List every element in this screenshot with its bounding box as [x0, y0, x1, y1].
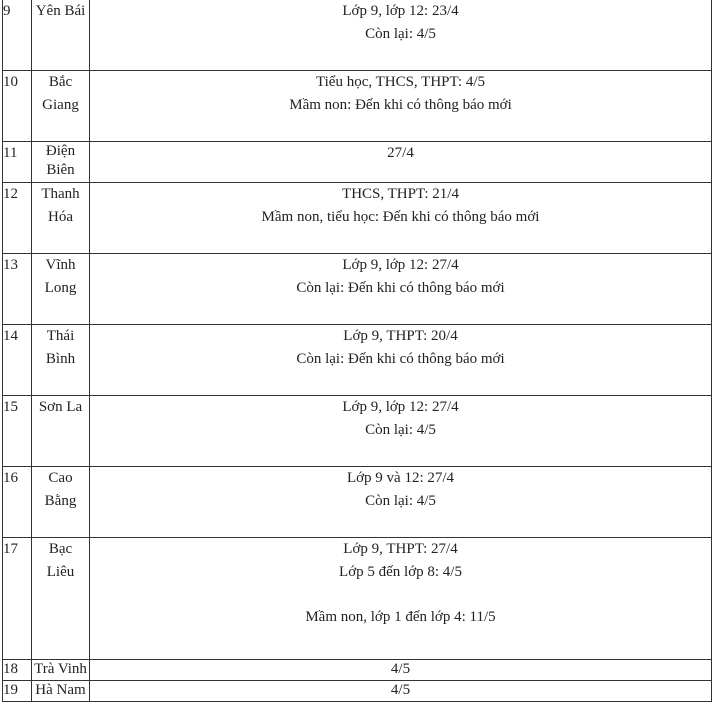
- reopening-date-cell: [90, 538, 712, 660]
- date-line: Còn lại: 4/5: [365, 26, 436, 42]
- date-line: Còn lại: 4/5: [365, 493, 436, 509]
- reopening-date-cell: [90, 660, 712, 681]
- date-line: Còn lại: 4/5: [365, 422, 436, 438]
- row-number: 17: [3, 538, 32, 660]
- province-name: Vĩnh: [45, 257, 76, 273]
- table-row: [3, 142, 712, 183]
- row-number: 13: [3, 254, 32, 325]
- table-row: [3, 325, 712, 396]
- row-number: 19: [3, 681, 32, 702]
- province-name: Long: [44, 280, 77, 296]
- province-cell: [32, 183, 90, 254]
- province-name: Sơn La: [38, 399, 83, 415]
- table-row: [3, 0, 712, 71]
- province-cell: [32, 71, 90, 142]
- province-name: Bằng: [44, 493, 77, 509]
- province-cell: [32, 0, 90, 71]
- province-cell: [32, 660, 90, 681]
- date-line: Lớp 9, lớp 12: 27/4: [342, 399, 459, 415]
- province-name: Điện: [45, 143, 76, 159]
- table-row: [3, 254, 712, 325]
- reopening-date-cell: [90, 183, 712, 254]
- row-number: 18: [3, 660, 32, 681]
- province-name: Trà Vinh: [34, 661, 87, 677]
- row-number: 16: [3, 467, 32, 538]
- province-name: Thanh: [41, 186, 80, 202]
- date-line: 4/5: [390, 682, 411, 698]
- province-name: Yên Bái: [35, 3, 86, 19]
- table-row: [3, 467, 712, 538]
- province-name: Liêu: [46, 564, 75, 580]
- table-row: [3, 538, 712, 660]
- table-row: [3, 396, 712, 467]
- date-line: Mầm non, tiểu học: Đến khi có thông báo mới: [261, 209, 540, 225]
- reopening-date-cell: [90, 681, 712, 702]
- row-number: 9: [3, 0, 32, 71]
- reopening-date-cell: [90, 467, 712, 538]
- date-line: Lớp 9 và 12: 27/4: [346, 470, 455, 486]
- reopening-date-cell: [90, 71, 712, 142]
- province-cell: [32, 396, 90, 467]
- province-name: Hà Nam: [35, 682, 86, 698]
- province-name: Biên: [46, 162, 75, 178]
- table-row: [3, 681, 712, 702]
- date-line: Lớp 9, lớp 12: 23/4: [342, 3, 459, 19]
- reopening-date-cell: [90, 325, 712, 396]
- province-name: Bắc: [48, 74, 73, 90]
- reopening-date-cell: [90, 396, 712, 467]
- date-line: Lớp 5 đến lớp 8: 4/5: [339, 564, 462, 580]
- date-line: Tiểu học, THCS, THPT: 4/5: [315, 74, 485, 90]
- province-cell: [32, 142, 90, 183]
- province-name: Thái: [46, 328, 75, 344]
- reopening-date-cell: [90, 0, 712, 71]
- province-name: Cao: [48, 470, 73, 486]
- date-line: 4/5: [390, 661, 411, 677]
- province-name: Hóa: [48, 209, 73, 225]
- province-cell: [32, 254, 90, 325]
- province-name: Giang: [42, 97, 79, 113]
- reopening-date-cell: [90, 142, 712, 183]
- date-line: Lớp 9, THPT: 20/4: [343, 328, 458, 344]
- row-number: 10: [3, 71, 32, 142]
- date-line: Còn lại: Đến khi có thông báo mới: [296, 280, 505, 296]
- date-line: Mầm non, lớp 1 đến lớp 4: 11/5: [305, 609, 496, 625]
- date-line: Lớp 9, THPT: 27/4: [343, 541, 458, 557]
- table-row: [3, 660, 712, 681]
- date-line: THCS, THPT: 21/4: [342, 186, 459, 202]
- province-cell: [32, 325, 90, 396]
- date-line: Còn lại: Đến khi có thông báo mới: [296, 351, 505, 367]
- row-number: 12: [3, 183, 32, 254]
- date-line: Lớp 9, lớp 12: 27/4: [342, 257, 459, 273]
- date-line: Mầm non: Đến khi có thông báo mới: [289, 97, 512, 113]
- table-row: [3, 71, 712, 142]
- province-name: Bình: [45, 351, 76, 367]
- page-bottom-margin: [0, 703, 715, 708]
- reopening-date-cell: [90, 254, 712, 325]
- table-row: [3, 183, 712, 254]
- province-cell: [32, 681, 90, 702]
- school-reopening-table: [2, 0, 712, 702]
- province-name: Bạc: [48, 541, 73, 557]
- date-line: 27/4: [387, 145, 414, 161]
- row-number: 11: [3, 142, 32, 183]
- province-cell: [32, 538, 90, 660]
- row-number: 15: [3, 396, 32, 467]
- province-cell: [32, 467, 90, 538]
- row-number: 14: [3, 325, 32, 396]
